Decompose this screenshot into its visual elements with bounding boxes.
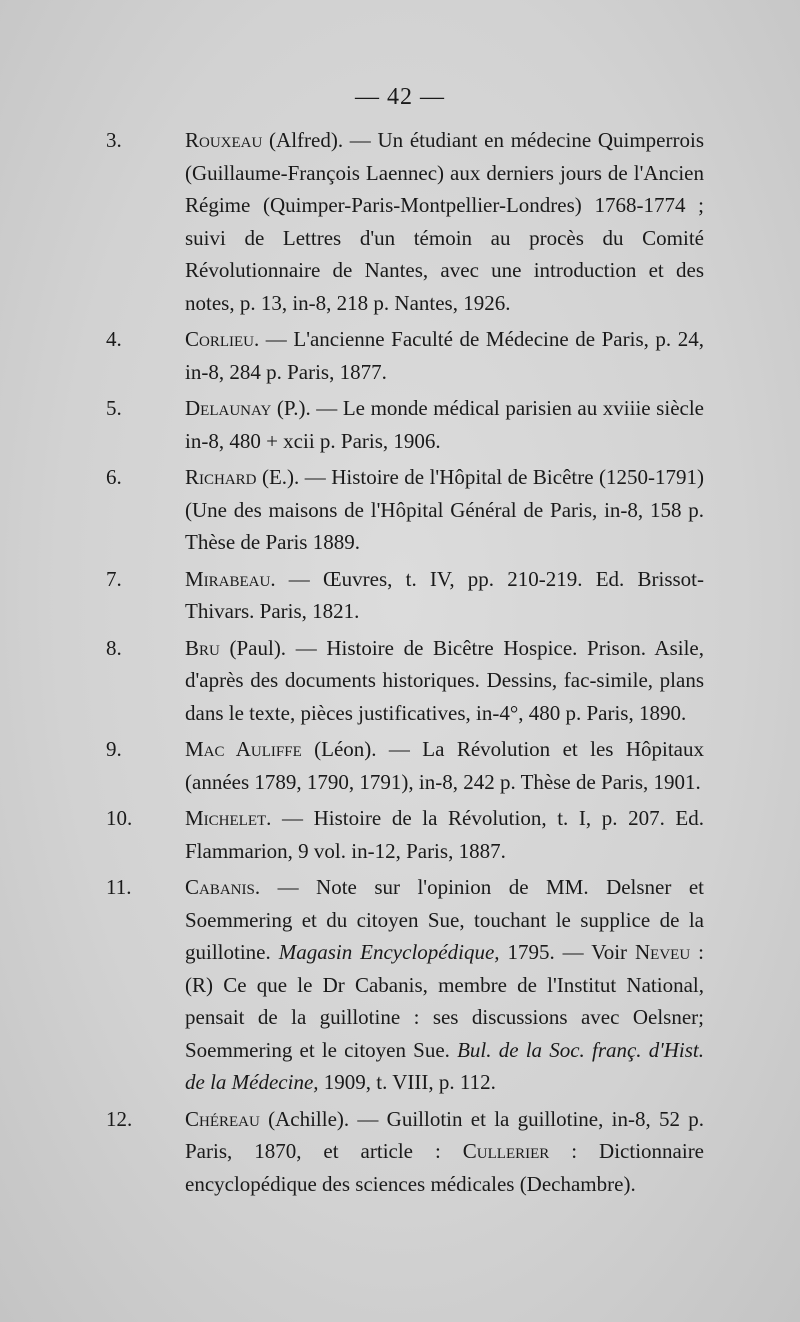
entry-number: 11. <box>106 875 132 899</box>
entry-text: 1795. — Voir <box>499 940 636 964</box>
entry-journal-title: Bul. de la Soc. franç. d'Hist. de la Médecine, <box>185 1037 704 1094</box>
entry-author: Chéreau <box>185 1106 260 1131</box>
entry-text: (E.). — Histoire de l'Hôpital de Bicêtre (1250-1791) (Une des maisons de l'Hôpital Général de Paris, in-8, 158 p. Thèse de Paris 1889. <box>185 465 704 554</box>
entry-number: 10. <box>106 806 133 830</box>
entry-text: . — Note sur l'opinion de MM. Delsner et Soemmering et du citoyen Sue, touchant le supplice de la guillotine. <box>185 875 704 964</box>
entry-author: Rouxeau <box>185 128 263 152</box>
entry-text: : Dictionnaire encyclopédique des sciences médicales (Dechambre). <box>185 1139 705 1196</box>
entry-author: Mac Auliffe <box>185 737 302 761</box>
entry-author: Bru <box>185 635 220 660</box>
entry-author: Michelet <box>185 806 267 830</box>
entry-author: Richard <box>185 465 257 489</box>
bibliography-entry-11 <box>0 871 800 1099</box>
entry-text: (Paul). — Histoire de Bicêtre Hospice. Prison. Asile, d'après des documents historiques. Dessins, fac-simile, plans dans le texte, pièces justificatives, in-4°, 480 p. Paris, 1890. <box>185 635 704 725</box>
entry-author: Delaunay <box>185 396 272 420</box>
bibliography-entry-5 <box>0 392 800 457</box>
entry-text: (Léon). — La Révolution et les Hôpitaux (années 1789, 1790, 1791), in-8, 242 p. Thèse de Paris, 1901. <box>185 737 704 794</box>
entry-number: 12. <box>106 1106 133 1131</box>
entry-text: (Achille). — Guillotin et la guillotine, in-8, 52 p. Paris, 1870, et article : <box>185 1106 704 1163</box>
entry-text: . — Histoire de la Révolution, t. I, p. 207. Ed. Flammarion, 9 vol. in-12, Paris, 1887. <box>185 806 704 863</box>
entry-number: 6. <box>106 465 122 489</box>
entry-text: . — Œuvres, t. IV, pp. 210-219. Ed. Brissot-Thivars. Paris, 1821. <box>185 566 704 623</box>
page-number: — 42 — <box>355 84 445 110</box>
entry-number: 5. <box>106 396 122 420</box>
entry-text: 1909, t. VIII, p. 112. <box>318 1070 496 1094</box>
entry-number: 3. <box>106 128 122 152</box>
bibliography-entry-4 <box>0 323 800 388</box>
bibliography-entry-3 <box>0 124 800 319</box>
entry-text: . — L'ancienne Faculté de Médecine de Paris, p. 24, in-8, 284 p. Paris, 1877. <box>185 327 704 384</box>
bibliography-entry-10 <box>0 802 800 867</box>
entry-number: 7. <box>106 566 122 591</box>
entry-journal-title: Magasin Encyclopédique, <box>278 940 500 964</box>
bibliography-entry-12 <box>0 1103 800 1201</box>
bibliography-list <box>0 124 800 1204</box>
entry-author-ref: Cullerier <box>462 1139 550 1163</box>
bibliography-entry-8 <box>0 632 800 730</box>
entry-author: Corlieu <box>185 327 254 351</box>
bibliography-entry-6 <box>0 461 800 559</box>
entry-number: 9. <box>106 737 122 761</box>
entry-author: Mirabeau <box>185 566 271 591</box>
entry-author-ref: Neveu <box>635 940 691 964</box>
bibliography-entry-7 <box>0 563 800 628</box>
bibliography-entry-9 <box>0 733 800 798</box>
entry-author: Cabanis <box>185 875 255 899</box>
entry-text: : (R) Ce que le Dr Cabanis, membre de l'Institut National, pensait de la guillotine : ses discussions avec Oelsner; Soemmering et le citoyen Sue. <box>185 940 704 1062</box>
entry-number: 8. <box>106 635 122 660</box>
entry-text: (P.). — Le monde médical parisien au xviiie siècle in-8, 480 + xcii p. Paris, 1906. <box>185 396 704 453</box>
entry-text: (Alfred). — Un étudiant en médecine Quimperrois (Guillaume-François Laennec) aux derniers jours de l'Ancien Régime (Quimper-Paris-Montpellier-Londres) 1768-1774 ; suivi de Lettres d'un témoin au procès du Comité Révolutionnaire de Nantes, avec une introduction et des notes, p. 13, in-8, 218 p. Nantes, 1926. <box>185 128 704 315</box>
entry-number: 4. <box>106 327 122 351</box>
